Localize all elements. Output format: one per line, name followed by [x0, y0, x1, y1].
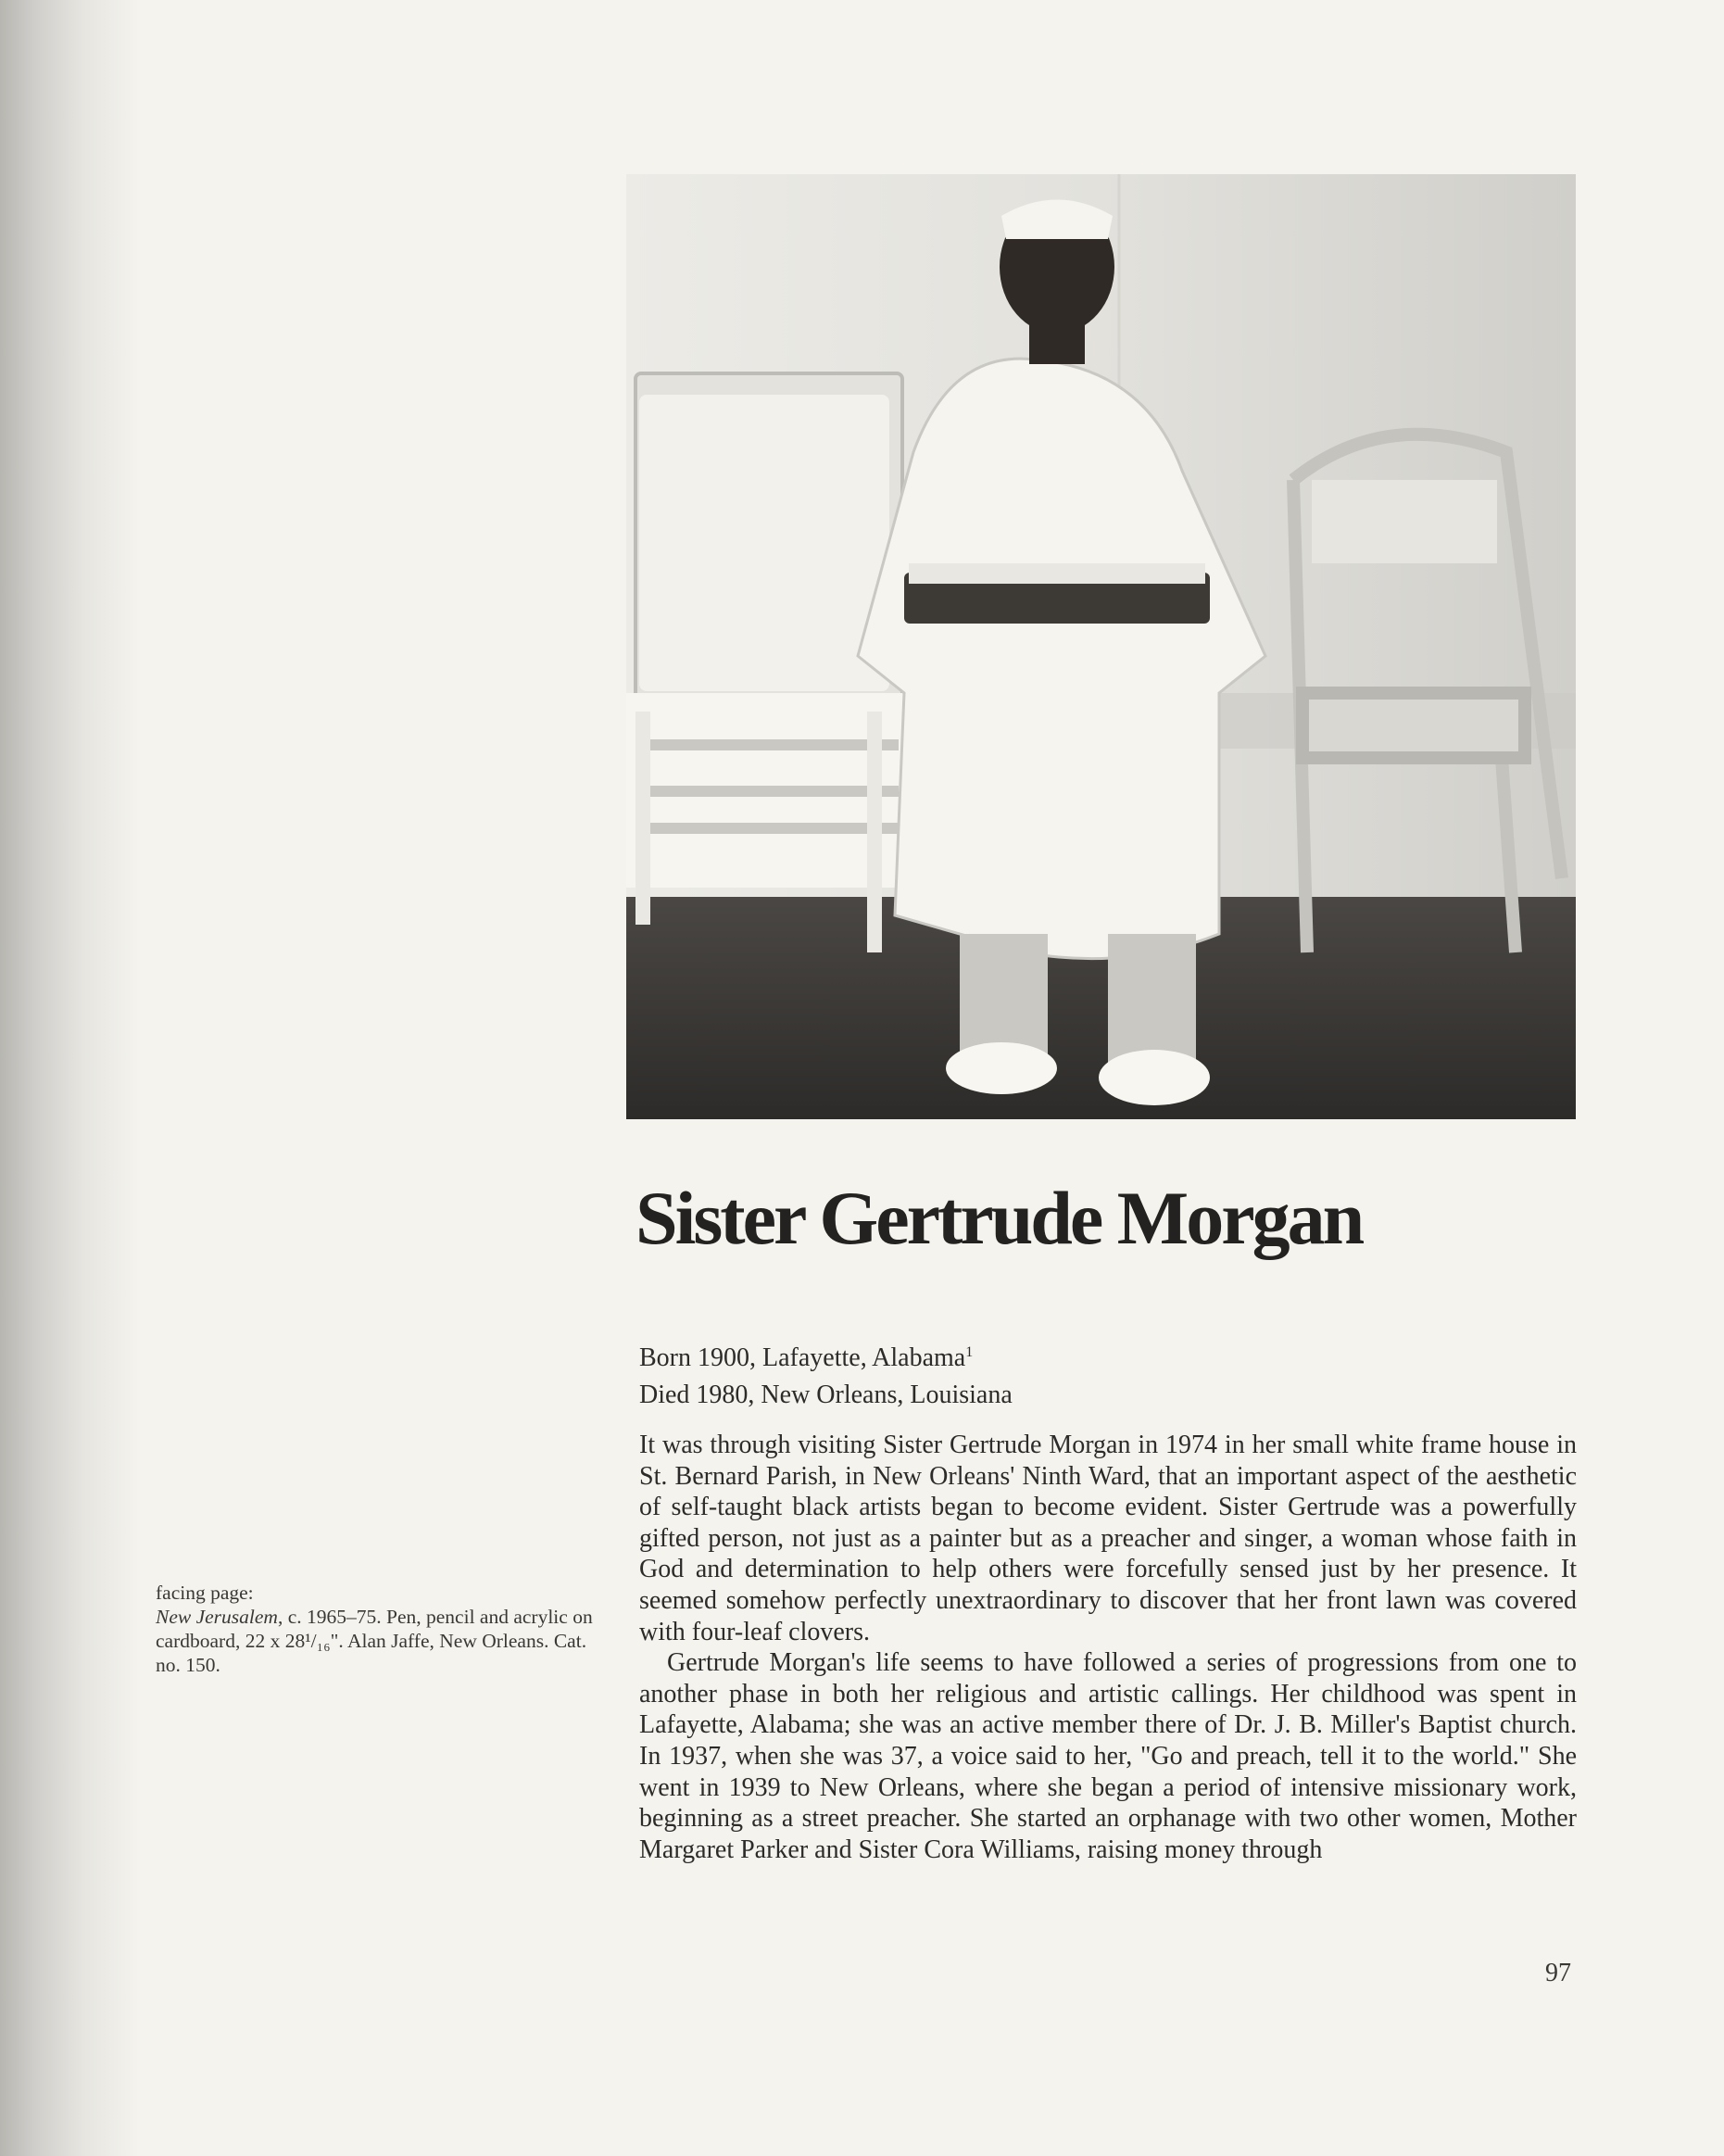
portrait-photo [626, 174, 1576, 1119]
caption-work-title: New Jerusalem [156, 1606, 278, 1628]
facing-page-caption [156, 1581, 600, 1677]
book-gutter-shadow [0, 0, 139, 2156]
left-chair [626, 373, 904, 952]
died-line: Died 1980, New Orleans, Louisiana [639, 1381, 1013, 1409]
body-text [639, 1430, 1577, 1865]
caption-body [156, 1605, 600, 1677]
born-text: Born 1900, Lafayette, Alabama [639, 1343, 966, 1372]
paragraph: Gertrude Morgan's life seems to have followed a series of progressions from one to another phase in both her religious and artistic callings. Her childhood was spent in Lafayette, Alabama; she was an active member there of Dr. J. B. Miller's Baptist church. In 1937, when she was 37, a voice said to her, "Go and preach, tell it to the world." She went in 1939 to New Orleans, where she began a period of intensive missionary work, beginning as a street preacher. She started an orphanage with two other women, Mother Margaret Parker and Sister Cora Williams, raising money through [639, 1648, 1577, 1864]
paragraph: It was through visiting Sister Gertrude Morgan in 1974 in her small white frame house in St. Bernard Parish, in New Orleans' Ninth Ward, that an important aspect of the aesthetic of self-taught black artists began to become evident. Sister Gertrude was a powerfully gifted person, not just as a painter but as a preacher and singer, a woman whose faith in God and determination to help others were forcefully sensed just by her presence. It seemed somehow perfectly unextraordinary to discover that her front lawn was covered with four-leaf clovers. [639, 1431, 1577, 1646]
page-number: 97 [1545, 1959, 1571, 1987]
footnote-marker: 1 [965, 1344, 974, 1360]
artist-vitals [639, 1334, 1013, 1414]
caption-label: facing page: [156, 1582, 254, 1604]
caption-details: , c. 1965–75. Pen, pencil and acrylic on cardboard, 22 x 28¹/₁₆". Alan Jaffe, New Orleans. Cat. no. 150. [156, 1606, 593, 1676]
born-line [639, 1334, 1013, 1377]
page-title: Sister Gertrude Morgan [635, 1176, 1363, 1260]
